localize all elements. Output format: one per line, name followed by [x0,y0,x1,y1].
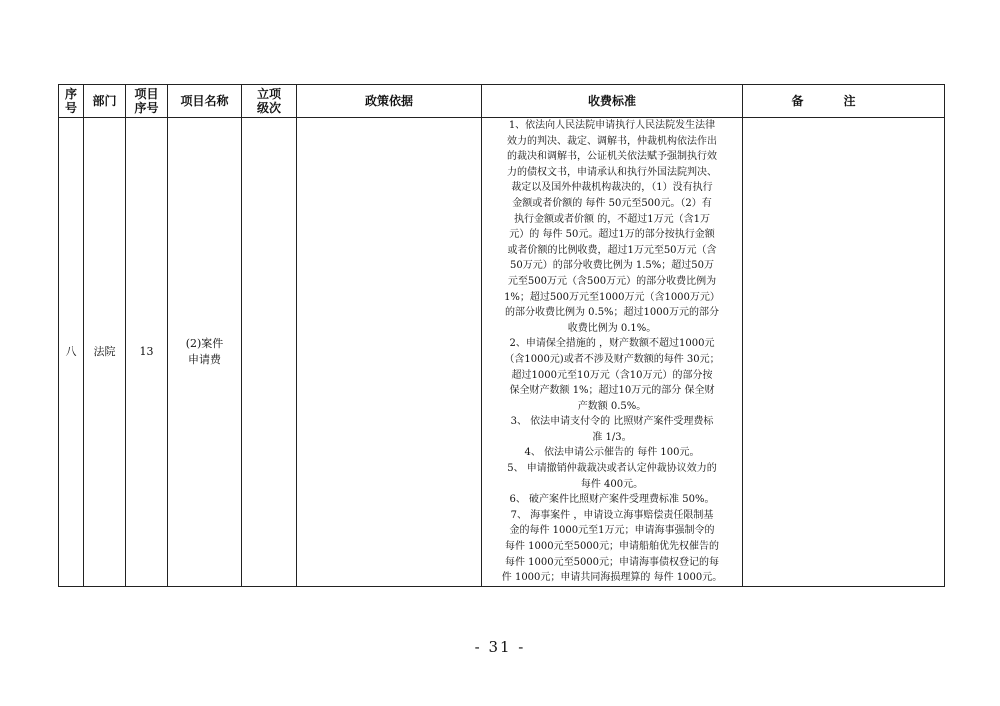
standard-line: 收费比例为 0.1%。 [567,322,657,334]
standard-line: 50万元）的部分收费比例为 1.5%；超过50万 [509,260,715,272]
standard-line: 的裁决和调解书，公证机关依法赋予强制执行效 [507,151,717,163]
standard-line: 准 1/3。 [592,431,632,443]
table-row [59,118,945,587]
cell-item-name: (2)案件申请费 [168,118,242,587]
header-item-name: 项目名称 [168,85,242,118]
header-policy: 政策依据 [297,85,482,118]
cell-policy [297,118,482,587]
cell-seq: 八 [59,118,84,587]
standard-line: 7、 海事案件 ，申请设立海事赔偿责任限制基 [510,509,714,521]
header-standard: 收费标准 [482,85,743,118]
standard-line: 力的债权文书，申请承认和执行外国法院判决、 [507,166,717,178]
standard-line: 每件 1000元至5000元；申请船舶优先权催告的 [504,541,720,553]
standard-line: 5、 申请撤销仲裁裁决或者认定仲裁协议效力的 [507,463,717,475]
standard-line: 2、申请保全措施的 ，财产数额不超过1000元 [509,338,715,350]
standard-line: 金额或者价额的 每件 50元至500元。（2）有 [512,197,712,209]
standard-line: 裁定以及国外仲裁机构裁决的，（1）没有执行 [511,182,713,194]
standard-line: 超过1000元至10万元（含10万元）的部分按 [511,369,713,381]
standard-line: 产数额 0.5%。 [577,400,647,412]
cell-standard [482,118,743,587]
header-seq: 序号 [59,85,84,118]
cell-remark [743,118,945,587]
standard-line: 保全财产数额 1%；超过10万元的部分 保全财 [509,385,715,397]
table-header-row [59,85,945,118]
page-number: - 31 - [474,638,526,656]
header-remark [743,85,945,118]
standard-line: 1%；超过500万元至1000万元（含1000万元） [504,291,720,303]
standard-line: 效力的判决、裁定、调解书，仲裁机构依法作出 [507,135,717,147]
standard-line: 6、 破产案件比照财产案件受理费标准 50%。 [509,494,715,506]
standard-line: 金的每件 1000元至1万元；申请海事强制令的 [509,525,715,537]
standard-line: 1、依法向人民法院申请执行人民法院发生法律 [508,120,716,131]
standard-line: 件 1000元；申请共同海损理算的 每件 1000元。 [501,572,723,584]
standard-line: 或者价额的比例收费，超过1万元至50万元（含 [507,244,717,256]
standard-line: 每件 1000元至5000元；申请海事债权登记的每 [504,556,720,568]
header-remark-label: 备注 [791,94,896,108]
fee-standards-table [58,84,945,587]
standard-line: 4、 依法申请公示催告的 每件 100元。 [524,447,700,459]
header-dept: 部门 [84,85,126,118]
standard-line: 每件 400元。 [580,478,644,490]
cell-level [242,118,297,587]
standard-line: 3、 依法申请支付令的 比照财产案件受理费标 [510,416,714,428]
standard-line: 的部分收费比例为 0.5%；超过1000万元的部分 [504,307,720,319]
cell-item-seq: 13 [126,118,168,587]
standard-line: （含1000元)或者不涉及财产数额的每件 30元； [504,353,720,365]
standard-line: 元）的 每件 50元。超过1万的部分按执行金额 [509,229,715,241]
header-item-seq: 项目序号 [126,85,168,118]
cell-dept: 法院 [84,118,126,587]
header-level: 立项级次 [242,85,297,118]
standard-line: 元至500万元（含500万元）的部分收费比例为 [507,275,717,287]
standard-line: 执行金额或者价额 的，不超过1万元（含1万 [514,213,710,225]
